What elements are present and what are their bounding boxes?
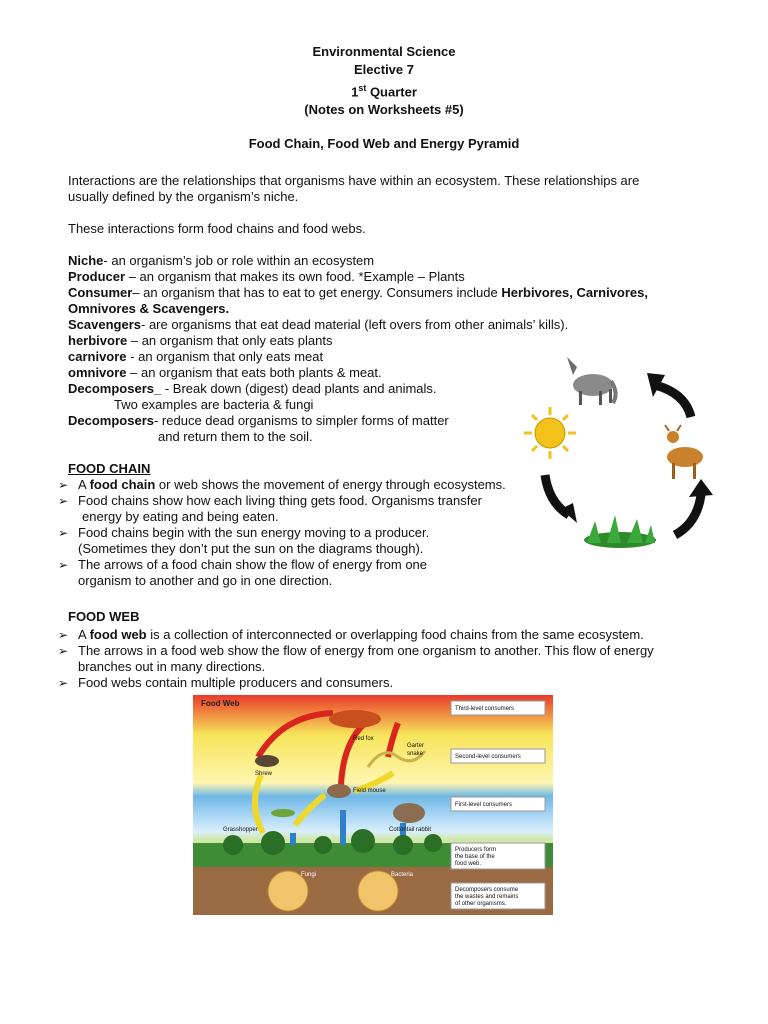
level-second: Second-level consumers [455, 754, 521, 760]
food-web-bullet-3: ➢ Food webs contain multiple producers and consumers. [58, 675, 394, 690]
diagram-title: Food Web [201, 699, 240, 708]
course-elective: Elective 7 [354, 62, 414, 77]
grasshopper-icon [271, 809, 295, 817]
field-mouse-icon [327, 784, 351, 798]
label-field-mouse: Field mouse [353, 788, 386, 794]
level-producers-3: food web. [455, 861, 482, 867]
food-chain-bullet-2: ➢ Food chains show how each living thing gets food. Organisms transfer [58, 493, 482, 508]
term-decomposers-2: Decomposers- reduce dead organisms to simpler forms of matter [68, 413, 449, 428]
term-decomposers-1: Decomposers_ - Break down (digest) dead plants and animals. [68, 381, 437, 396]
label-bacteria: Bacteria [391, 872, 414, 878]
food-chain-bullet-3: ➢ Food chains begin with the sun energy moving to a producer. [58, 525, 430, 540]
food-web-bullet-2: ➢ The arrows in a food web show the flow of energy from one organism to another. This flow of energy [58, 643, 654, 658]
term-producer: Producer – an organism that makes its own food. *Example – Plants [68, 269, 465, 284]
term-scavengers: Scavengers- are organisms that eat dead material (left overs from other animals’ kills). [68, 317, 569, 332]
food-chain-bullet-1: ➢ A food chain or web shows the movement of energy through ecosystems. [58, 477, 506, 492]
red-fox-icon [329, 710, 381, 728]
term-consumer-list: Omnivores & Scavengers. [68, 301, 230, 316]
level-decomposers-3: of other organisms. [455, 901, 507, 907]
course-title: Environmental Science [312, 44, 456, 59]
rabbit-icon [393, 803, 425, 823]
level-decomposers-2: the wastes and remains [455, 894, 519, 900]
label-fungi: Fungi [301, 872, 317, 878]
worksheet-note: (Notes on Worksheets #5) [304, 102, 464, 118]
bullet-arrow-icon: ➢ [58, 478, 69, 492]
food-web-bullet-1: ➢ A food web is a collection of interconnected or overlapping food chains from the same ecosystem. [58, 627, 644, 642]
cycle-arrow-top-icon [655, 385, 691, 417]
sun-icon [524, 407, 576, 459]
label-garter-snake-1: Garter [407, 743, 425, 749]
label-red-fox: Red fox [353, 736, 374, 742]
food-web-bullet-2b: branches out in many directions. [78, 659, 266, 674]
cycle-arrow-right-icon [675, 495, 701, 535]
bullet-arrow-icon: ➢ [58, 676, 69, 690]
term-herbivore: herbivore – an organism that only eats plants [68, 333, 333, 348]
course-quarter: 1st Quarter [351, 83, 417, 100]
bullet-arrow-icon: ➢ [58, 644, 69, 658]
label-shrew: Shrew [255, 771, 273, 777]
food-chain-bullet-4: ➢ The arrows of a food chain show the flow of energy from one [58, 557, 428, 572]
food-web-diagram [193, 695, 553, 915]
bullet-arrow-icon: ➢ [58, 628, 69, 642]
shrew-icon [255, 755, 279, 767]
intro-line-3: These interactions form food chains and food webs. [68, 221, 366, 236]
page-title: Food Chain, Food Web and Energy Pyramid [248, 136, 520, 151]
deer-icon [665, 425, 703, 479]
term-consumer: Consumer– an organism that has to eat to get energy. Consumers include Herbivores, Carnivores, [68, 285, 649, 300]
intro-line-2: usually defined by the organism’s niche. [68, 189, 299, 204]
term-omnivore: omnivore – an organism that eats both plants & meat. [68, 365, 382, 380]
level-producers-1: Producers form [455, 847, 497, 853]
bullet-arrow-icon: ➢ [58, 494, 69, 508]
level-third: Third-level consumers [455, 706, 515, 712]
label-grasshopper: Grasshopper [223, 827, 258, 833]
plant-icon [584, 515, 656, 548]
term-niche: Niche- an organism’s job or role within an ecosystem [68, 253, 375, 268]
food-chain-heading: FOOD CHAIN [68, 461, 151, 476]
food-chain-bullet-4b: organism to another and go in one direction. [78, 573, 333, 588]
bullet-arrow-icon: ➢ [58, 526, 69, 540]
term-carnivore: carnivore - an organism that only eats meat [68, 349, 324, 364]
level-first: First-level consumers [455, 802, 513, 808]
bullet-arrow-icon: ➢ [58, 558, 69, 572]
label-rabbit: Cottontail rabbit [389, 827, 432, 833]
wolf-icon [567, 357, 616, 405]
food-chain-bullet-2b: energy by eating and being eaten. [82, 509, 279, 524]
food-chain-bullet-3b: (Sometimes they don’t put the sun on the diagrams though). [78, 541, 424, 556]
doc-header [0, 43, 768, 119]
intro-line-1: Interactions are the relationships that organisms have within an ecosystem. These relationships are [68, 173, 640, 188]
food-web-heading: FOOD WEB [68, 609, 140, 624]
term-decomposers-2b: and return them to the soil. [158, 429, 313, 444]
label-garter-snake-2: snake [407, 751, 424, 757]
food-chain-cycle-illustration [515, 345, 725, 555]
level-producers-2: the base of the [455, 854, 495, 860]
term-decomposers-example: Two examples are bacteria & fungi [114, 397, 314, 412]
level-decomposers-1: Decomposers consume [455, 887, 519, 893]
